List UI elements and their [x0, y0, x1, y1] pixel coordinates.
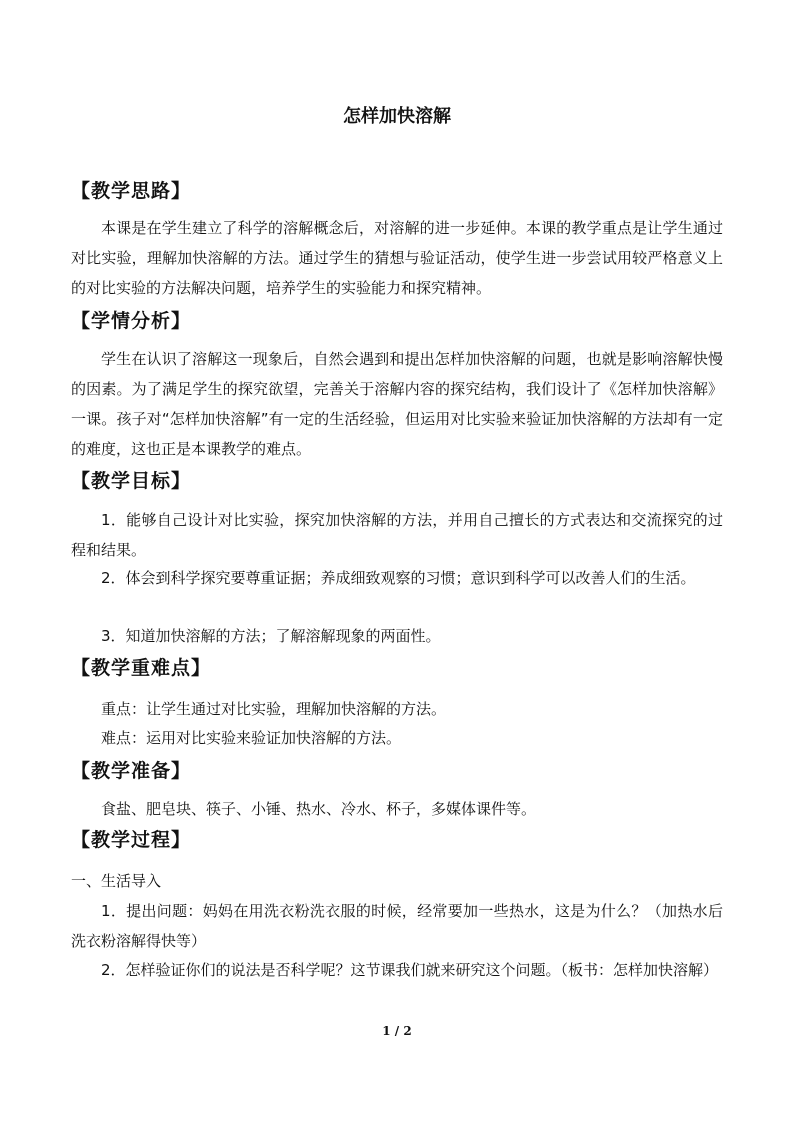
document-page: [71, 0, 723, 1123]
process-step-1: 1．提出问题：妈妈在用洗衣粉洗衣服的时候，经常要加一些热水，这是为什么？（加热水后洗衣粉溶解得快等）: [71, 902, 723, 950]
paragraph-student-analysis: 学生在认识了溶解这一现象后，自然会遇到和提出怎样加快溶解的问题，也就是影响溶解快慢的因素。为了满足学生的探究欲望，完善关于溶解内容的探究结构，我们设计了《怎样加快溶解》一课。孩子对“怎样加快溶解”有一定的生活经验，但运用对比实验来验证加快溶解的方法却有一定的难度，这也正是本课教学的难点。: [71, 350, 723, 458]
document-title: 怎样加快溶解: [343, 106, 451, 127]
heading-teaching-goals: 【教学目标】: [71, 470, 192, 492]
heading-teaching-process: 【教学过程】: [71, 829, 192, 851]
heading-preparation: 【教学准备】: [71, 760, 192, 782]
goal-item-1: 1．能够自己设计对比实验，探究加快溶解的方法，并用自己擅长的方式表达和交流探究的过程和结果。: [71, 511, 723, 559]
process-step-2: 2．怎样验证你们的说法是否科学呢？这节课我们就来研究这个问题。（板书：怎样加快溶解）: [101, 961, 719, 979]
difficult-point-line: 难点：运用对比实验来验证加快溶解的方法。: [101, 729, 402, 747]
heading-key-points: 【教学重难点】: [71, 657, 212, 679]
key-point-line: 重点：让学生通过对比实验，理解加快溶解的方法。: [101, 700, 447, 718]
process-subheading: 一、生活导入: [71, 872, 162, 890]
goal-item-3: 3．知道加快溶解的方法；了解溶解现象的两面性。: [101, 627, 441, 645]
heading-teaching-approach: 【教学思路】: [71, 180, 192, 202]
paragraph-teaching-approach: 本课是在学生建立了科学的溶解概念后，对溶解的进一步延伸。本课的教学重点是让学生通过对比实验，理解加快溶解的方法。通过学生的猜想与验证活动，使学生进一步尝试用较严格意义上的对比实验的方法解决问题，培养学生的实验能力和探究精神。: [71, 219, 723, 297]
page-number: 1 / 2: [382, 1024, 412, 1038]
preparation-line: 食盐、肥皂块、筷子、小锤、热水、冷水、杯子，多媒体课件等。: [101, 800, 537, 818]
heading-student-analysis: 【学情分析】: [71, 310, 192, 332]
goal-item-2: 2．体会到科学探究要尊重证据；养成细致观察的习惯；意识到科学可以改善人们的生活。: [101, 569, 696, 587]
